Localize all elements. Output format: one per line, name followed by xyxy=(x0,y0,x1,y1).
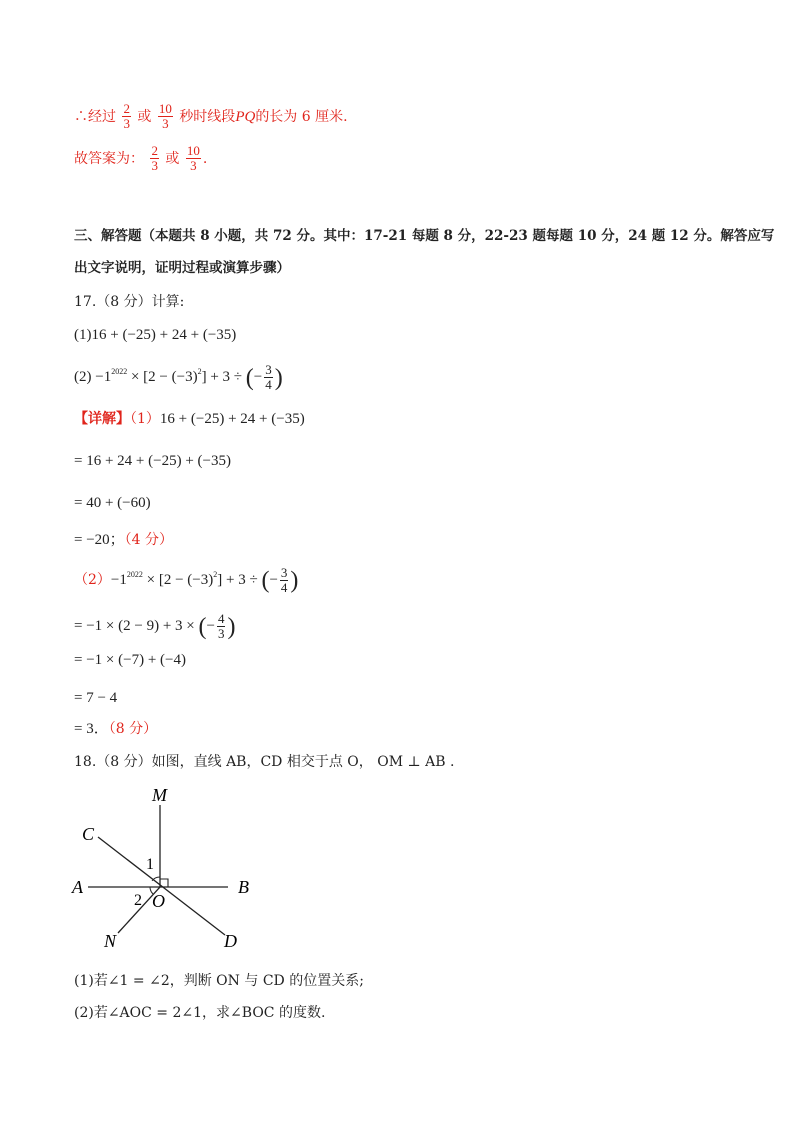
fraction: $\frac{2}{3}$ xyxy=(123,101,130,132)
solution-line1 xyxy=(74,412,305,427)
label-o: O xyxy=(152,891,165,911)
section-heading-line1: 三、解答题（本题共 8 小题，共 72 分。其中：17-21 每题 8 分，22-23 题每题 10 分，24 题 12 分。解答应写 xyxy=(74,228,775,244)
solution-step: = 7 − 4 xyxy=(74,690,118,706)
segment-name: PQ xyxy=(235,108,256,125)
solution-step xyxy=(74,533,173,548)
or-text: 或 xyxy=(165,150,180,167)
fraction: $\frac{2}{3}$ xyxy=(151,143,158,174)
geometry-figure xyxy=(60,783,260,953)
s2-prefix: −1 xyxy=(110,572,127,589)
q17-p2-mid: × [2 − (−3) xyxy=(127,369,198,386)
score-label: （8 分） xyxy=(108,721,158,737)
label-2: 2 xyxy=(134,892,142,909)
solution-part-label: （2） xyxy=(74,572,111,589)
paren-close: ) xyxy=(227,613,236,640)
s2-mid: × [2 − (−3) xyxy=(142,572,214,589)
q18-sub2: (2)若∠AOC = 2∠1，求∠BOC 的度数. xyxy=(74,1005,326,1021)
label-b: B xyxy=(238,877,249,897)
q17-title: 17.（8 分）计算: xyxy=(74,294,185,310)
paren-close: ) xyxy=(290,567,299,594)
conclusion-line xyxy=(74,102,348,132)
answer-label: 故答案为： xyxy=(74,150,144,167)
label-c: C xyxy=(82,824,95,844)
s2-step1: = −1 × (2 − 9) + 3 × xyxy=(74,618,199,635)
solution-step: = −1 × (2 − 9) + 3 × (− $\frac{4}{3}$ ) xyxy=(74,611,236,642)
solution-step xyxy=(74,722,157,737)
paren-open: ( xyxy=(261,567,270,594)
solution-step: = 40 + (−60) xyxy=(74,495,151,511)
line-cd xyxy=(98,837,225,935)
exponent: 2022 xyxy=(111,367,128,377)
answer-line xyxy=(74,144,207,174)
score-label: （4 分） xyxy=(124,532,174,548)
answer-period: . xyxy=(202,150,208,167)
q17-p2-prefix: (2) −1 xyxy=(74,369,112,386)
paren-open: ( xyxy=(245,364,254,391)
paren-close: ) xyxy=(274,364,283,391)
label-m: M xyxy=(152,785,167,805)
exponent: 2 xyxy=(197,367,202,377)
solution-part-label: （1） xyxy=(130,411,160,427)
label-d: D xyxy=(224,931,237,951)
q17-part1: (1)16 + (−25) + 24 + (−35) xyxy=(74,327,237,343)
conclusion-mid: 秒时线段 xyxy=(179,108,236,125)
exponent: 2 xyxy=(213,570,218,580)
q18-sub1: (1)若∠1 = ∠2，判断 ON 与 CD 的位置关系; xyxy=(74,973,364,989)
s2-tail: ] + 3 ÷ xyxy=(217,572,262,589)
solution-label: 【详解】 xyxy=(74,411,130,427)
exponent: 2022 xyxy=(126,570,143,580)
solution-result: = −20； xyxy=(74,532,125,548)
fraction: $\frac{10}{3}$ xyxy=(186,143,200,174)
solution-part2: $(2)-1^{2022} \times [2 - (-3)^2] + 3$ ÷ (− $\frac{3}{4}$ ) xyxy=(74,565,299,596)
label-n: N xyxy=(104,931,117,951)
label-a: A xyxy=(72,877,83,897)
solution-step: = −1 × (−7) + (−4) xyxy=(74,652,186,668)
therefore-text: ∴经过 xyxy=(74,108,116,125)
fraction: $\frac{4}{3}$ xyxy=(217,611,225,642)
paren-open: ( xyxy=(198,613,207,640)
solution-expr: 16 + (−25) + 24 + (−35) xyxy=(159,411,305,427)
or-text: 或 xyxy=(137,108,152,125)
label-1: 1 xyxy=(146,856,154,873)
fraction: $\frac{3}{4}$ xyxy=(280,565,288,596)
fraction: $\frac{10}{3}$ xyxy=(158,101,172,132)
solution-result: = 3． xyxy=(74,721,109,737)
q17-part2: $(2) -1^{2022} \times [2 - (-3)^2] + 3$ ÷ (− $\frac{3}{4}$ ) xyxy=(74,362,283,393)
fraction: $\frac{3}{4}$ xyxy=(265,362,272,393)
solution-step: = 16 + 24 + (−25) + (−35) xyxy=(74,453,231,469)
q18-title: 18.（8 分）如图，直线 AB，CD 相交于点 O， OM ⊥ AB . xyxy=(74,754,455,770)
section-heading-line2: 出文字说明，证明过程或演算步骤） xyxy=(74,260,290,276)
q17-p2-tail: ] + 3 ÷ xyxy=(201,369,246,386)
conclusion-end: 的长为 6 厘米. xyxy=(255,108,348,125)
